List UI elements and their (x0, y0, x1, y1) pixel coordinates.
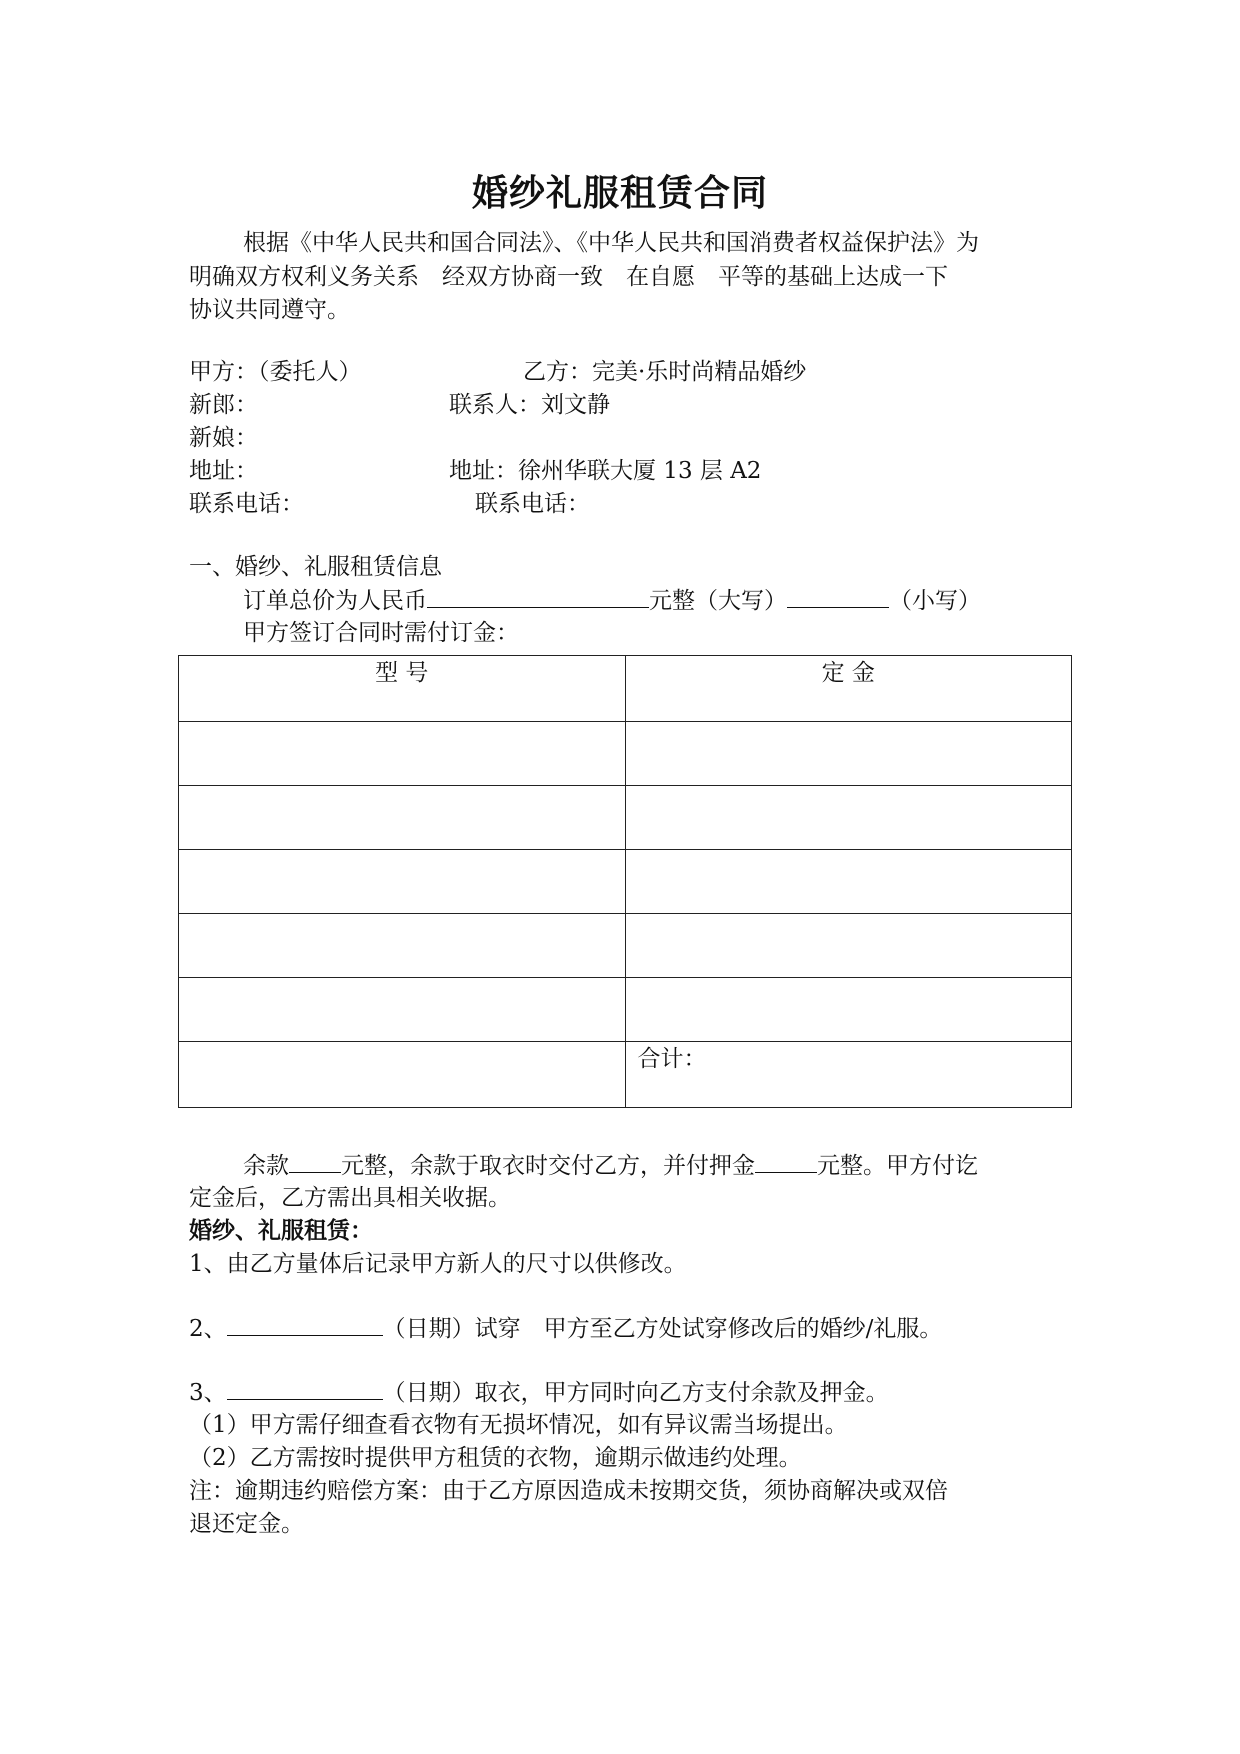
balance-line-2: 定金后，乙方需出具相关收据。 (189, 1185, 511, 1211)
intro-line-1: 根据《中华人民共和国合同法》、《中华人民共和国消费者权益保护法》为 (243, 230, 979, 256)
total-uppercase-blank[interactable] (427, 585, 649, 608)
model-cell[interactable] (179, 914, 626, 978)
order-total-prefix: 订单总价为人民币 (243, 588, 427, 614)
section1-heading: 一、婚纱、礼服租赁信息 (189, 554, 442, 580)
balance-part-3: 元整。甲方付讫 (817, 1153, 978, 1179)
order-total-mid: 元整（大写） (649, 588, 787, 614)
table-total-row (179, 1042, 1072, 1108)
table-row (179, 722, 1072, 786)
deposit-cell[interactable] (625, 978, 1072, 1042)
balance-part-2: 元整，余款于取衣时交付乙方，并付押金 (341, 1153, 755, 1179)
address-a-label: 地址： (189, 458, 258, 484)
rental-heading: 婚纱、礼服租赁： (189, 1218, 373, 1244)
rental-item-1: 1、由乙方量体后记录甲方新人的尺寸以供修改。 (189, 1251, 687, 1277)
groom-label: 新郎： (189, 392, 258, 418)
phone-a-label: 联系电话： (189, 491, 304, 517)
item3-text: （日期）取衣，甲方同时向乙方支付余款及押金。 (382, 1380, 889, 1406)
table-row (179, 786, 1072, 850)
party-a-label: 甲方：（委托人） (189, 359, 362, 385)
rental-sub-2: （2）乙方需按时提供甲方租赁的衣物，逾期示做违约处理。 (189, 1445, 802, 1471)
model-cell[interactable] (179, 850, 626, 914)
deposit-cell[interactable] (625, 850, 1072, 914)
total-lowercase-blank[interactable] (787, 585, 889, 608)
bride-label: 新娘： (189, 425, 258, 451)
model-header: 型 号 (179, 656, 626, 722)
order-total-suffix: （小写） (889, 588, 981, 614)
balance-amount-blank[interactable] (289, 1150, 341, 1173)
order-total-line (243, 585, 981, 616)
model-cell[interactable] (179, 978, 626, 1042)
item2-number: 2、 (189, 1316, 227, 1342)
table-row (179, 850, 1072, 914)
deposit-line: 甲方签订合同时需付订金： (243, 620, 519, 646)
deposit-cell[interactable] (625, 722, 1072, 786)
total-cell[interactable]: 合计： (625, 1042, 1072, 1108)
intro-line-2: 明确双方权利义务关系 经双方协商一致 在自愿 平等的基础上达成一下 (189, 264, 948, 290)
table-row (179, 914, 1072, 978)
contact-person: 联系人：刘文静 (449, 392, 610, 418)
rental-sub-1: （1）甲方需仔细查看衣物有无损坏情况，如有异议需当场提出。 (189, 1412, 848, 1438)
pickup-date-blank[interactable] (227, 1377, 383, 1400)
deposit-cell[interactable] (625, 914, 1072, 978)
note-line-1: 注：逾期违约赔偿方案：由于乙方原因造成未按期交货，须协商解决或双倍 (189, 1478, 948, 1504)
rental-item-2 (189, 1313, 942, 1344)
note-line-2: 退还定金。 (189, 1511, 304, 1537)
intro-line-3: 协议共同遵守。 (189, 297, 350, 323)
balance-line-1 (243, 1150, 978, 1181)
balance-part-1: 余款 (243, 1153, 289, 1179)
document-title: 婚纱礼服租赁合同 (471, 173, 768, 214)
model-cell[interactable] (179, 722, 626, 786)
fitting-date-blank[interactable] (227, 1313, 383, 1336)
table-header-row (179, 656, 1072, 722)
rental-item-3 (189, 1377, 889, 1408)
address-b: 地址：徐州华联大厦 13 层 A2 (449, 458, 762, 484)
deposit-cell[interactable] (625, 786, 1072, 850)
deposit-table (178, 655, 1072, 1108)
model-cell[interactable] (179, 786, 626, 850)
item2-text: （日期）试穿 甲方至乙方处试穿修改后的婚纱/礼服。 (382, 1316, 943, 1342)
party-b-label: 乙方：完美·乐时尚精品婚纱 (523, 359, 807, 385)
model-cell[interactable] (179, 1042, 626, 1108)
table-row (179, 978, 1072, 1042)
deposit-header: 定 金 (625, 656, 1072, 722)
security-deposit-blank[interactable] (755, 1150, 817, 1173)
phone-b-label: 联系电话： (475, 491, 590, 517)
item3-number: 3、 (189, 1380, 227, 1406)
